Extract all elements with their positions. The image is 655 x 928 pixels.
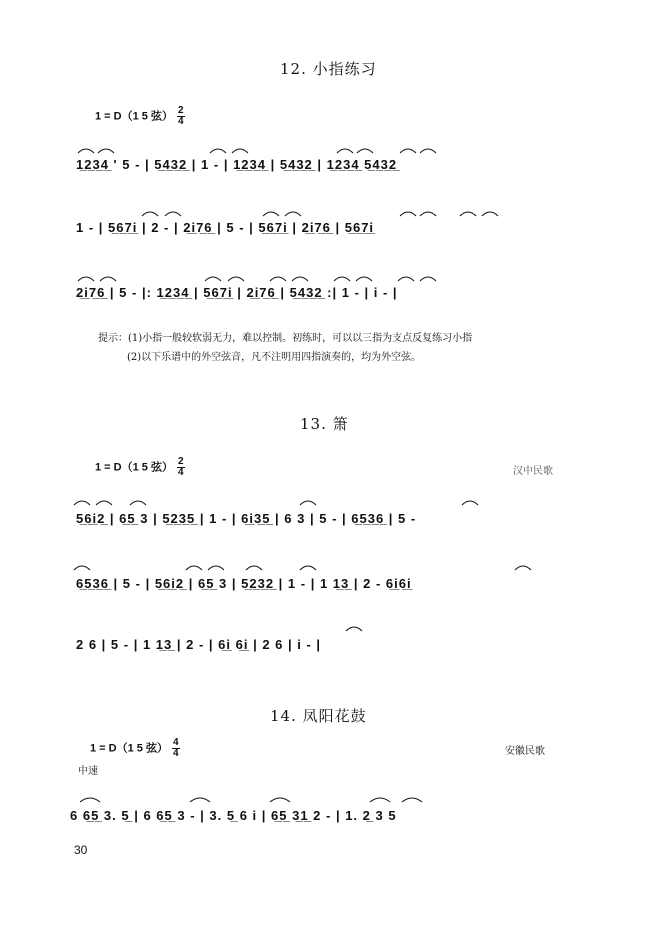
notation-row: 2 6 | 5 - | 1 1̲3̲ | 2 - | 6̲i̲ 6̲i̲ | 2 6 | i - | (76, 637, 322, 652)
song-origin: 汉中民歌 (513, 466, 553, 477)
time-sig-bottom: 4 (177, 467, 184, 478)
key-text: 1 = D（1 5 弦） (95, 461, 173, 474)
time-signature (177, 106, 185, 127)
time-sig-top: 4 (172, 737, 179, 748)
piece-title: 13. 箫 (300, 415, 349, 433)
key-signature (95, 106, 185, 127)
time-sig-top: 2 (177, 105, 184, 116)
notation-row: 2̲i̲7̲6̲ | 5 - |: 1̲2̲3̲4̲ | 5̲6̲7̲i̲ | 2̲i̲7̲6̲ | 5̲4̲3̲2̲ :| 1 - | i - | (76, 285, 398, 300)
notation-row: 1̲2̲3̲4̲ ' 5 - | 5̲4̲3̲2̲ | 1 - | 1̲2̲3̲4̲ | 5̲4̲3̲2̲ | 1̲2̲3̲4̲ 5̲4̲3̲2̲ (76, 157, 398, 172)
key-signature (95, 457, 185, 478)
key-text: 1 = D（1 5 弦） (95, 110, 173, 123)
time-sig-bottom: 4 (177, 116, 184, 127)
page-number: 30 (74, 843, 88, 857)
notation-row: 6̲5̲3̲6̲ | 5 - | 5̲6̲i̲2̲ | 6̲5̲ 3 | 5̲2̲3̲2̲ | 1 - | 1 1̲3̲ | 2 - 6̲i̲6̲i̲ (76, 576, 412, 591)
piece-title: 14. 凤阳花鼓 (270, 707, 367, 725)
notation-row: 1 - | 5̲6̲7̲i̲ | 2 - | 2̲i̲7̲6̲ | 5 - | 5̲6̲7̲i̲ | 2̲i̲7̲6̲ | 5̲6̲7̲i̲ (76, 220, 375, 235)
performance-note: (2)以下乐谱中的外空弦音，凡不注明用四指演奏的，均为外空弦。 (127, 352, 422, 363)
song-origin: 安徽民歌 (505, 746, 545, 757)
tempo-marking: 中速 (78, 766, 98, 777)
time-sig-bottom: 4 (172, 748, 179, 759)
key-text: 1 = D（1 5 弦） (90, 742, 168, 755)
performance-note: 提示：(1)小指一般较软弱无力，难以控制。初练时，可以以三指为支点反复练习小指 (98, 333, 473, 344)
notation-row: 6 6̲5̲ 3. 5̲ | 6 6̲5̲ 3 - | 3. 5̲ 6 i | 6̲5̲ 3̲1̲ 2 - | 1. 2̲ 3 5 (70, 808, 397, 823)
time-signature (177, 457, 185, 478)
piece-title: 12. 小指练习 (280, 60, 377, 78)
time-sig-top: 2 (177, 456, 184, 467)
notation-row: 5̲6̲i̲2̲ | 6̲5̲ 3 | 5̲2̲3̲5̲ | 1 - | 6̲i̲3̲5̲ | 6 3 | 5 - | 6̲5̲3̲6̲ | 5 - (76, 511, 417, 526)
time-signature (172, 738, 180, 759)
key-signature (90, 738, 180, 759)
